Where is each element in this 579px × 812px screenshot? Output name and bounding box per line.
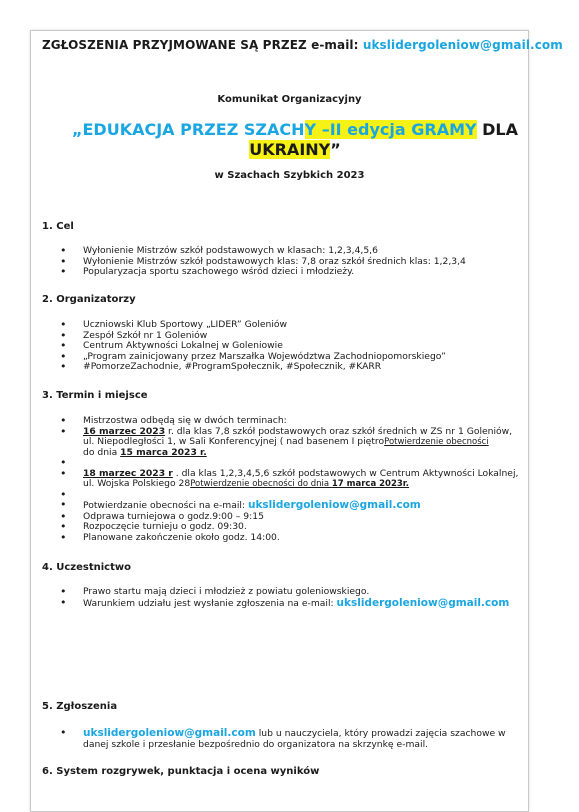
title-part: „EDUKACJA PRZEZ SZACH bbox=[71, 120, 305, 139]
list-item: • Wyłonienie Mistrzów szkół podstawowych w klasach: 1,2,3,4,5,6 bbox=[60, 246, 466, 257]
banner-email-link[interactable]: ukslidergoleniow@gmail.com bbox=[362, 38, 563, 52]
section-heading-participation: 4. Uczestnictwo bbox=[42, 562, 131, 573]
list-item: • Uczniowski Klub Sportowy „LIDER” Goleniów bbox=[60, 320, 446, 331]
list-item: • Centrum Aktywności Lokalnej w Goleniowie bbox=[60, 341, 446, 352]
title-part: ” bbox=[330, 140, 341, 159]
list-item: • Popularyzacja sportu szachowego wśród dzieci i młodzieży. bbox=[60, 267, 466, 278]
term-2-text: . dla klas 1,2,3,4,5,6 szkół podstawowych w Centrum Aktywności Lokalnej, bbox=[172, 467, 519, 479]
participation-text: Warunkiem udziału jest wysłanie zgłoszenia na e-mail: bbox=[83, 597, 337, 609]
term-1-deadline-prefix: do dnia bbox=[83, 446, 121, 458]
registration-list bbox=[60, 728, 506, 750]
list-item: • Planowane zakończenie około godz. 14:00. bbox=[60, 533, 518, 544]
list-item-confirmation bbox=[60, 500, 518, 512]
list-item: • Rozpoczęcie turnieju o godz. 09:30. bbox=[60, 522, 518, 533]
list-item: • Odprawa turniejowa o godz.9:00 – 9:15 bbox=[60, 512, 518, 523]
list-item: • Wyłonienie Mistrzów szkół podstawowych klas: 7,8 oraz szkół średnich klas: 1,2,3,4 bbox=[60, 257, 466, 268]
section-heading-goal: 1. Cel bbox=[42, 221, 74, 232]
registration-text: lub u nauczyciela, który prowadzi zajęcia szachowe w bbox=[255, 728, 506, 739]
communique-heading: Komunikat Organizacyjny bbox=[217, 94, 362, 105]
registration-banner bbox=[42, 38, 563, 52]
section-heading-registration: 5. Zgłoszenia bbox=[42, 701, 118, 712]
title-part: DLA bbox=[476, 120, 519, 139]
list-item-term-2 bbox=[60, 469, 518, 490]
registration-email-link[interactable]: ukslidergoleniow@gmail.com bbox=[83, 727, 256, 739]
list-item-term-1 bbox=[60, 427, 518, 459]
term-2-confirmation-note: Potwierdzenie obecności do dnia bbox=[190, 479, 332, 489]
date-place-list bbox=[60, 416, 518, 543]
term-1-confirmation-note: Potwierdzenie obecności bbox=[384, 437, 489, 447]
term-1-date: 16 marzec 2023 bbox=[83, 425, 166, 437]
list-item: • Mistrzostwa odbędą się w dwóch terminach: bbox=[60, 416, 518, 427]
list-item: • Zespół Szkół nr 1 Goleniów bbox=[60, 331, 446, 342]
term-1-text: r. dla klas 7,8 szkół podstawowych oraz szkół średnich w ZS nr 1 Goleniów, bbox=[165, 425, 513, 437]
term-2-deadline: 17 marca 2023r. bbox=[331, 479, 410, 489]
confirmation-text: Potwierdzanie obecności na e-mail: bbox=[83, 500, 248, 511]
confirmation-email-link[interactable]: ukslidergoleniow@gmail.com bbox=[247, 499, 421, 511]
list-item bbox=[60, 728, 506, 750]
list-item: • „Program zainicjowany przez Marszałka Województwa Zachodniopomorskiego” bbox=[60, 352, 446, 363]
term-2-date: 18 marzec 2023 r bbox=[83, 467, 173, 479]
document-subtitle: w Szachach Szybkich 2023 bbox=[214, 170, 365, 181]
banner-text: ZGŁOSZENIA PRZYJMOWANE SĄ PRZEZ e-mail: bbox=[42, 38, 363, 52]
section-heading-organizers: 2. Organizatorzy bbox=[42, 294, 136, 305]
participation-list bbox=[60, 587, 509, 609]
section-heading-date-place: 3. Termin i miejsce bbox=[42, 390, 148, 401]
term-2-address: ul. Wojska Polskiego 28 bbox=[83, 478, 191, 489]
goal-list bbox=[60, 246, 466, 278]
participation-email-link[interactable]: ukslidergoleniow@gmail.com bbox=[336, 596, 510, 609]
term-1-address: ul. Niepodległości 1, w Sali Konferencyjnej ( nad basenem I piętro bbox=[83, 436, 385, 447]
list-item: • Prawo startu mają dzieci i młodzież z powiatu goleniowskiego. bbox=[60, 587, 509, 598]
title-part-highlighted: Y –II edycja GRAMY bbox=[304, 120, 477, 139]
list-item: • #PomorzeZachodnie, #ProgramSpołecznik, #Społecznik, #KARR bbox=[60, 362, 446, 373]
organizers-list bbox=[60, 320, 446, 373]
title-part-highlighted: UKRAINY bbox=[249, 140, 331, 159]
document-title bbox=[60, 120, 530, 160]
section-heading-game-system: 6. System rozgrywek, punktacja i ocena wyników bbox=[42, 766, 320, 777]
term-1-deadline: 15 marca 2023 r. bbox=[120, 446, 207, 458]
registration-text-line2: danej szkole i przesłanie bezpośrednio do organizatora na skrzynkę e-mail. bbox=[83, 738, 429, 750]
list-item bbox=[60, 598, 509, 610]
